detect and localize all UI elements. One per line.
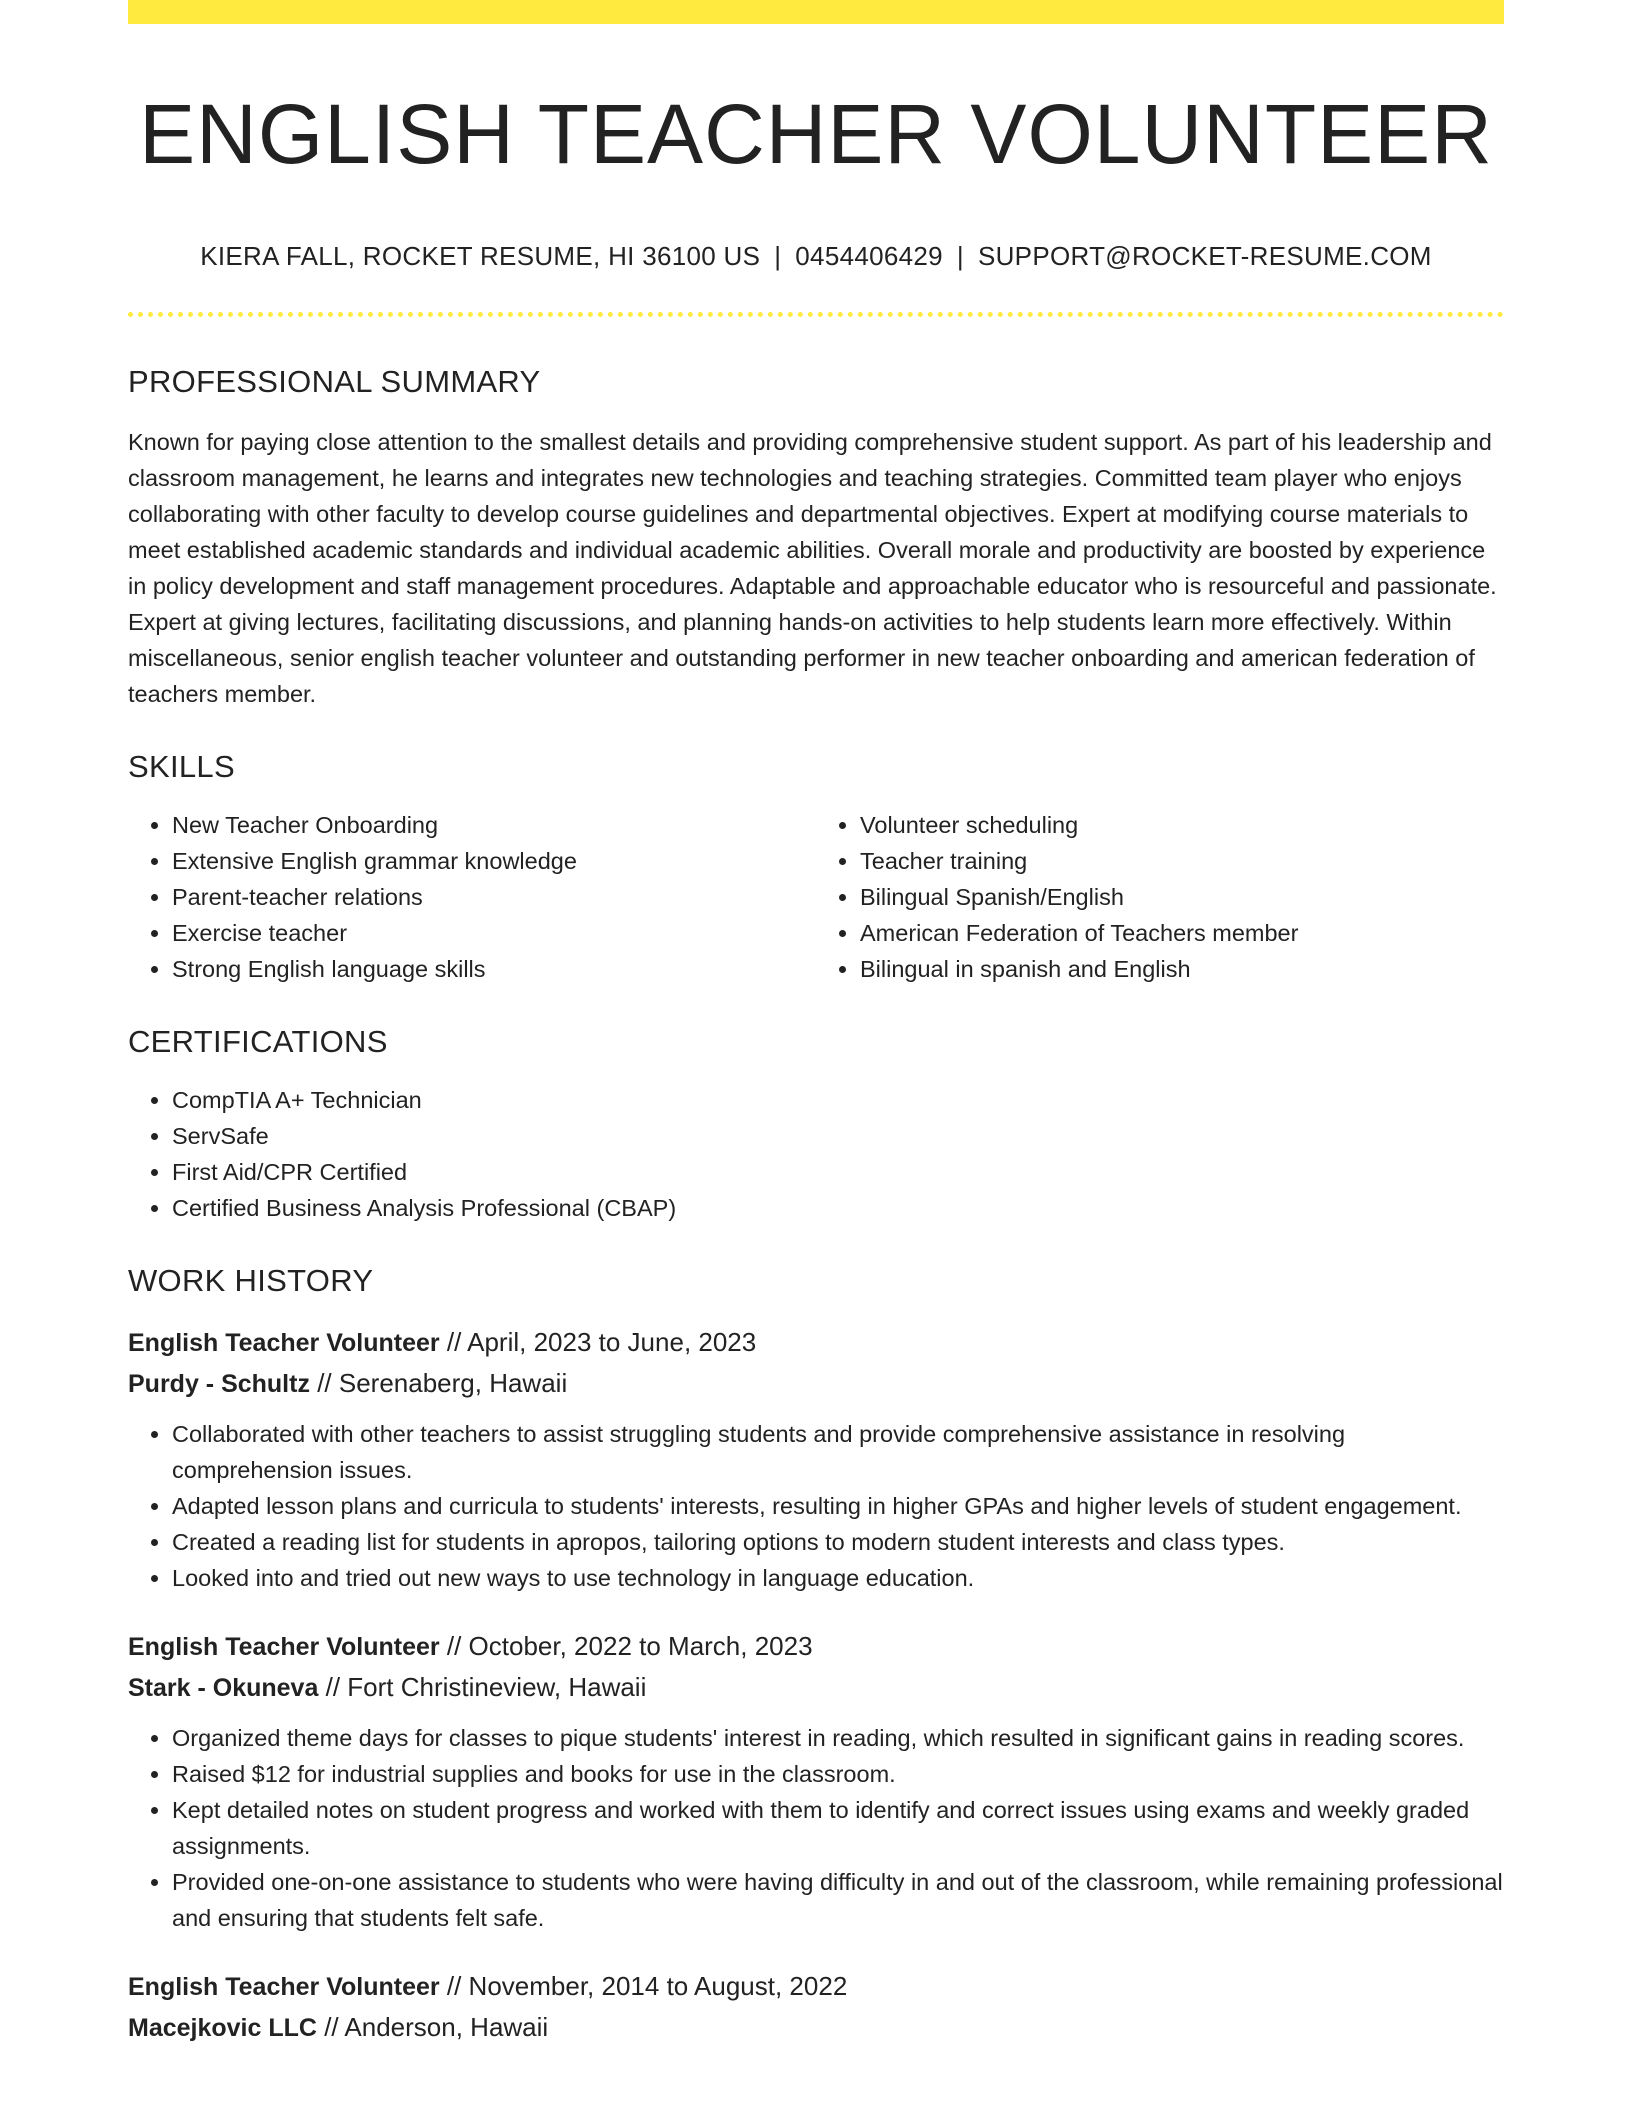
certification-item: • ServSafe — [172, 1118, 1504, 1154]
certification-item: • Certified Business Analysis Professional (CBAP) — [172, 1190, 1504, 1226]
job-bullet: • Kept detailed notes on student progress and worked with them to identify and correct issues using exams and weekly graded assignments. — [172, 1792, 1504, 1864]
job-location: // Serenaberg, Hawaii — [317, 1367, 568, 1398]
summary-section — [128, 363, 1504, 712]
skills-columns — [128, 807, 1504, 987]
contact-separator: | — [956, 240, 964, 271]
certification-item: • First Aid/CPR Certified — [172, 1154, 1504, 1190]
skill-item: • Strong English language skills — [172, 951, 816, 987]
job-bullets — [128, 1720, 1504, 1936]
summary-heading: PROFESSIONAL SUMMARY — [128, 363, 541, 399]
job-title: English Teacher Volunteer — [128, 1328, 440, 1357]
skill-item: • Bilingual in spanish and English — [860, 951, 1504, 987]
skill-item: • Extensive English grammar knowledge — [172, 843, 816, 879]
job-entry — [128, 1626, 1504, 1936]
job-bullet: • Raised $12 for industrial supplies and books for use in the classroom. — [172, 1756, 1504, 1792]
skills-section — [128, 748, 1504, 987]
job-bullet: • Looked into and tried out new ways to use technology in language education. — [172, 1560, 1504, 1596]
skill-item: • Teacher training — [860, 843, 1504, 879]
job-company: Macejkovic LLC — [128, 2013, 317, 2042]
job-dates: // October, 2022 to March, 2023 — [446, 1630, 813, 1661]
job-title-line — [128, 1626, 1504, 1667]
job-bullets — [128, 1416, 1504, 1596]
job-title: English Teacher Volunteer — [128, 1972, 440, 2001]
skills-heading: SKILLS — [128, 748, 235, 784]
job-entry — [128, 1322, 1504, 1596]
job-title-line — [128, 1322, 1504, 1363]
certification-item: • CompTIA A+ Technician — [172, 1082, 1504, 1118]
job-bullet: • Organized theme days for classes to pique students' interest in reading, which resulted in significant gains in reading scores. — [172, 1720, 1504, 1756]
skill-item: • Parent-teacher relations — [172, 879, 816, 915]
contact-separator: | — [774, 240, 782, 271]
contact-address: KIERA FALL, ROCKET RESUME, HI 36100 US — [200, 240, 761, 271]
dotted-divider — [128, 312, 1504, 317]
job-title-line — [128, 1966, 1504, 2007]
certifications-section — [128, 1023, 1504, 1226]
skill-item: • Bilingual Spanish/English — [860, 879, 1504, 915]
resume-page — [128, 0, 1504, 2048]
job-entry — [128, 1966, 1504, 2048]
job-company: Purdy - Schultz — [128, 1369, 310, 1398]
job-location: // Fort Christineview, Hawaii — [325, 1671, 647, 1702]
job-company: Stark - Okuneva — [128, 1673, 319, 1702]
job-title: English Teacher Volunteer — [128, 1632, 440, 1661]
skills-list-right — [816, 807, 1504, 987]
job-dates: // April, 2023 to June, 2023 — [446, 1326, 757, 1357]
job-company-line — [128, 1363, 1504, 1404]
job-bullet: • Adapted lesson plans and curricula to students' interests, resulting in higher GPAs and higher levels of student engagement. — [172, 1488, 1504, 1524]
page-title: ENGLISH TEACHER VOLUNTEER — [139, 87, 1493, 181]
job-bullet: • Created a reading list for students in apropos, tailoring options to modern student interests and class types. — [172, 1524, 1504, 1560]
job-bullet: • Provided one-on-one assistance to students who were having difficulty in and out of the classroom, while remaining professional and ensuring that students felt safe. — [172, 1864, 1504, 1936]
contact-email: SUPPORT@ROCKET-RESUME.COM — [977, 240, 1432, 271]
job-location: // Anderson, Hawaii — [324, 2011, 549, 2042]
skill-item: • New Teacher Onboarding — [172, 807, 816, 843]
job-dates: // November, 2014 to August, 2022 — [446, 1970, 848, 2001]
skill-item: • American Federation of Teachers member — [860, 915, 1504, 951]
accent-top-bar — [128, 0, 1504, 24]
skill-item: • Exercise teacher — [172, 915, 816, 951]
summary-text: Known for paying close attention to the smallest details and providing comprehensive student support. As part of his leadership and classroom management, he learns and integrates new technologies and teaching strategies. Committed team player who enjoys collaborating with other faculty to develop course guidelines and departmental objectives. Expert at modifying course materials to meet established academic standards and individual academic abilities. Overall morale and productivity are boosted by experience in policy development and staff management procedures. Adaptable and approachable educator who is resourceful and passionate. Expert at giving lectures, facilitating discussions, and planning hands-on activities to help students learn more effectively. Within miscellaneous, senior english teacher volunteer and outstanding performer in new teacher onboarding and american federation of teachers member. — [128, 428, 1497, 707]
contact-phone: 0454406429 — [795, 240, 943, 271]
certifications-list — [128, 1082, 1504, 1226]
job-bullet: • Collaborated with other teachers to assist struggling students and provide comprehensive assistance in resolving comprehension issues. — [172, 1416, 1504, 1488]
certifications-heading: CERTIFICATIONS — [128, 1024, 388, 1060]
job-company-line — [128, 2007, 1504, 2048]
job-company-line — [128, 1667, 1504, 1708]
work-history-section — [128, 1262, 1504, 2047]
skills-list-left — [128, 807, 816, 987]
contact-line — [128, 241, 1504, 272]
work-history-heading: WORK HISTORY — [128, 1263, 374, 1299]
skill-item: • Volunteer scheduling — [860, 807, 1504, 843]
